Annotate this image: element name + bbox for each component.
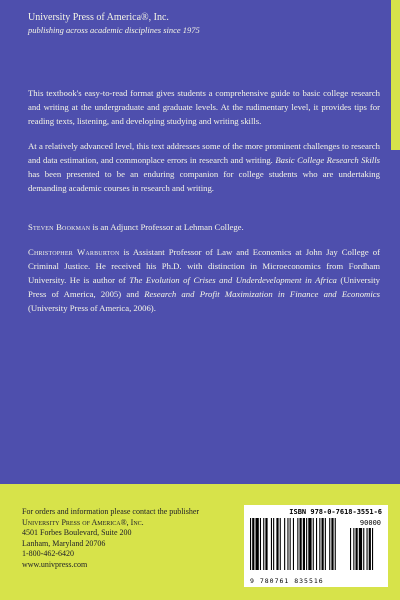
author-bio-2: Christopher Warburton is Assistant Professor of Law and Economics at John Jay College of Criminal Justice. He received his Ph.D. with distinction in Microeconomics from Fordham University. He is author of The Evolution of Crises and Underdevelopment in Africa (University Press of America, 2005) and Research and Profit Maximization in Finance and Economics (University Press of America, 2006).: [28, 247, 381, 313]
author-name-2: Christopher Warburton: [28, 247, 120, 257]
accent-strip: [391, 0, 400, 150]
publisher-name: University Press of America®, Inc.: [28, 12, 169, 23]
order-address-street: 4501 Forbes Boulevard, Suite 200: [22, 528, 132, 538]
barcode-image: [250, 518, 382, 576]
author-book-1: The Evolution of Crises and Underdevelopment in Africa: [129, 275, 337, 285]
price-code: 90000: [359, 519, 381, 527]
barcode-box: [244, 505, 388, 587]
publisher-tagline: publishing across academic disciplines since 1975: [28, 25, 200, 35]
author-name-1: Steven Bookman: [28, 222, 91, 232]
author-book-2: Research and Profit Maximization in Finance and Economics: [144, 289, 380, 299]
publisher-header: [28, 11, 200, 37]
description-paragraph-2: At a relatively advanced level, this text addresses some of the more prominent challenges to research and data estimation, and commonplace errors in research and writing. Basic College Research Skills has been presented to be an enduring companion for college students who are undertaking demanding academic courses in research and writing.: [28, 141, 380, 193]
order-info-band: [0, 484, 400, 600]
order-phone: 1-800-462-6420: [22, 549, 74, 559]
description-paragraph-1: This textbook's easy-to-read format gives students a comprehensive guide to basic college research and writing at the undergraduate and graduate levels. At the rudimentary level, it provides tips for reading texts, listening, and developing studying and writing skills.: [28, 88, 380, 126]
isbn-label: ISBN 978-0-7618-3551-6: [289, 508, 382, 516]
order-address-city: Lanham, Maryland 20706: [22, 538, 106, 548]
author-bio-1: Steven Bookman is an Adjunct Professor at Lehman College.: [28, 222, 244, 232]
description-text: [28, 86, 380, 326]
order-info: [22, 507, 199, 571]
order-website: www.univpress.com: [22, 559, 88, 569]
book-title: Basic College Research Skills: [275, 155, 380, 165]
order-publisher: University Press of America®, Inc.: [22, 517, 144, 527]
ean-number: 9 780761 835516: [250, 577, 324, 585]
order-line-intro: For orders and information please contact the publisher: [22, 507, 200, 516]
